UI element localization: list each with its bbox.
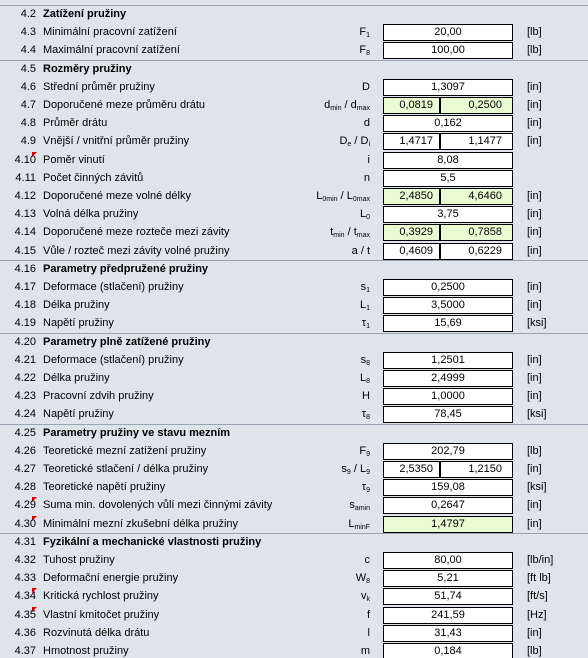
row-number: 4.16 xyxy=(14,262,36,275)
unit-label: [in] xyxy=(527,626,542,639)
unit-label: [lb] xyxy=(527,44,542,57)
unit-label: [ksi] xyxy=(527,408,547,421)
symbol-text: F xyxy=(359,444,367,457)
parameter-label: Minimální mezní zkušební délka pružiny xyxy=(43,517,239,530)
value-cell[interactable]: 20,00 xyxy=(383,24,513,41)
row-number: 4.4 xyxy=(20,44,36,57)
symbol-text: H xyxy=(362,390,370,403)
symbol-subscript-2: 0max xyxy=(352,196,370,203)
symbol-text: s xyxy=(360,353,367,366)
parameter-symbol xyxy=(310,372,370,385)
parameter-row xyxy=(0,388,588,406)
symbol-subscript-2: 9 xyxy=(366,469,370,476)
value-cell[interactable]: 80,00 xyxy=(383,552,513,569)
value-cell[interactable]: 5,5 xyxy=(383,170,513,187)
value-cell-1[interactable]: 2,5350 xyxy=(383,461,440,478)
row-number: 4.7 xyxy=(20,99,36,111)
row-number: 4.37 xyxy=(14,645,36,657)
parameter-symbol xyxy=(310,226,370,239)
row-number: 4.12 xyxy=(14,190,36,202)
parameter-row xyxy=(0,206,588,224)
symbol-text: d xyxy=(363,117,370,130)
symbol-text-2: / t xyxy=(344,226,357,239)
row-number: 4.6 xyxy=(20,80,36,93)
symbol-subscript-2: i xyxy=(368,141,370,149)
symbol-subscript: min xyxy=(333,232,345,240)
row-number: 4.9 xyxy=(20,135,36,148)
parameter-label: Volná délka pružiny xyxy=(43,208,139,221)
parameter-row xyxy=(0,570,588,588)
section-header xyxy=(0,534,588,552)
parameter-symbol xyxy=(310,590,370,603)
unit-label: [ft lb] xyxy=(527,572,551,585)
symbol-text: W xyxy=(355,572,367,585)
value-cell[interactable]: 0,2500 xyxy=(383,279,513,296)
row-number: 4.5 xyxy=(20,62,36,75)
row-number: 4.23 xyxy=(14,390,36,403)
parameter-label: Deformace (stlačení) pružiny xyxy=(43,353,184,366)
unit-label: [in] xyxy=(527,281,542,293)
value-cell[interactable]: 78,45 xyxy=(383,406,513,423)
symbol-subscript: 9 xyxy=(366,487,370,495)
symbol-text: a / t xyxy=(351,244,370,257)
parameter-row xyxy=(0,625,588,643)
parameter-label: Počet činných závitů xyxy=(43,171,144,184)
parameter-symbol xyxy=(310,281,370,294)
parameter-symbol xyxy=(310,172,370,184)
symbol-text: s xyxy=(360,281,367,293)
parameter-label: Doporučené meze průměru drátu xyxy=(43,99,206,111)
symbol-subscript: 8 xyxy=(366,50,370,58)
parameter-label: Suma min. dovolených vůlí mezi činnými závity xyxy=(43,499,273,512)
row-number: 4.10 xyxy=(14,153,36,166)
symbol-subscript: minF xyxy=(354,523,370,531)
parameter-symbol xyxy=(310,117,370,129)
value-cell[interactable]: 100,00 xyxy=(383,42,513,59)
parameter-symbol xyxy=(310,26,370,39)
symbol-subscript: 1 xyxy=(366,323,370,331)
parameter-row xyxy=(0,224,588,242)
unit-label: [Hz] xyxy=(527,608,547,621)
unit-label: [in] xyxy=(527,226,542,239)
row-number: 4.26 xyxy=(14,444,36,457)
value-cell[interactable]: 2,4999 xyxy=(383,370,513,387)
row-number: 4.33 xyxy=(14,572,36,585)
symbol-subscript: 8 xyxy=(366,578,370,586)
parameter-row xyxy=(0,170,588,188)
section-divider xyxy=(0,533,588,534)
parameter-symbol xyxy=(310,390,370,402)
value-cell[interactable]: 0,184 xyxy=(383,643,513,658)
parameter-row xyxy=(0,370,588,388)
symbol-text: s xyxy=(349,499,355,512)
section-divider xyxy=(0,260,588,261)
parameter-label: Doporučené meze rozteče mezi závity xyxy=(43,226,230,239)
symbol-text: L xyxy=(359,299,367,312)
row-number: 4.29 xyxy=(14,499,36,512)
parameter-label: Minimální pracovní zatížení xyxy=(43,26,177,39)
parameter-label: Tuhost pružiny xyxy=(43,554,115,566)
parameter-symbol xyxy=(310,609,370,621)
parameter-symbol xyxy=(310,44,370,57)
parameter-symbol xyxy=(310,208,370,221)
value-cell-2[interactable]: 1,2150 xyxy=(440,461,513,478)
unit-label: [in] xyxy=(527,517,542,530)
parameter-symbol xyxy=(310,190,370,203)
parameter-symbol xyxy=(310,154,370,166)
symbol-text: s xyxy=(341,463,347,475)
symbol-text: d xyxy=(324,99,331,111)
parameter-symbol xyxy=(310,627,370,639)
symbol-subscript-2: max xyxy=(356,232,370,240)
row-number: 4.11 xyxy=(15,171,36,184)
value-input-cell-max[interactable]: 0,2500 xyxy=(440,97,513,114)
parameter-row xyxy=(0,243,588,261)
symbol-subscript: 8 xyxy=(366,359,370,367)
symbol-subscript: 0 xyxy=(366,214,370,222)
parameter-row xyxy=(0,297,588,315)
parameter-label: Deformační energie pružiny xyxy=(43,572,179,585)
value-input-cell-min[interactable]: 0,0819 xyxy=(383,97,440,114)
symbol-subscript: min xyxy=(330,105,342,112)
symbol-subscript: 9 xyxy=(346,469,351,476)
section-header xyxy=(0,425,588,443)
unit-label: [ft/s] xyxy=(527,590,548,603)
symbol-subscript: e xyxy=(347,141,352,149)
parameter-row xyxy=(0,607,588,625)
row-number: 4.30 xyxy=(14,517,36,530)
symbol-subscript: 0min xyxy=(322,196,338,203)
parameter-label: Teoretické napětí pružiny xyxy=(43,481,166,494)
parameter-row xyxy=(0,133,588,151)
unit-label: [in] xyxy=(527,208,542,221)
section-header xyxy=(0,61,588,79)
section-divider xyxy=(0,333,588,334)
symbol-text: F xyxy=(359,26,367,39)
symbol-text: L xyxy=(348,517,355,530)
row-number: 4.25 xyxy=(14,426,36,439)
symbol-text: c xyxy=(364,554,370,566)
row-number: 4.36 xyxy=(14,626,36,639)
row-number: 4.34 xyxy=(14,590,36,603)
unit-label: [lb] xyxy=(527,645,542,657)
parameter-label: Délka pružiny xyxy=(43,372,110,384)
value-cell[interactable]: 3,75 xyxy=(383,206,513,223)
parameter-row xyxy=(0,97,588,115)
value-cell[interactable]: 1,3097 xyxy=(383,79,513,96)
unit-label: [in] xyxy=(527,372,542,384)
parameter-symbol xyxy=(310,99,370,112)
symbol-text: D xyxy=(339,135,348,148)
symbol-subscript: 9 xyxy=(366,450,370,458)
row-number: 4.17 xyxy=(14,281,36,293)
value-cell[interactable]: 0,162 xyxy=(383,115,513,132)
parameter-row xyxy=(0,443,588,461)
unit-label: [in] xyxy=(527,499,542,512)
symbol-text-2: / L xyxy=(350,463,367,475)
symbol-text: t xyxy=(330,226,334,239)
symbol-subscript: amin xyxy=(354,505,370,513)
parameter-label: Doporučené meze volné délky xyxy=(43,190,191,202)
parameter-symbol xyxy=(310,81,370,93)
parameter-label: Průměr drátu xyxy=(43,117,108,130)
unit-label: [in] xyxy=(527,353,542,366)
symbol-text-2: / L xyxy=(337,190,353,202)
row-number: 4.31 xyxy=(14,535,36,548)
section-title: Fyzikální a mechanické vlastnosti pružiny xyxy=(43,535,262,548)
parameter-row xyxy=(0,24,588,42)
value-cell[interactable]: 51,74 xyxy=(383,588,513,605)
parameter-row xyxy=(0,115,588,133)
parameter-row xyxy=(0,516,588,534)
unit-label: [ksi] xyxy=(527,481,547,494)
parameter-label: Hmotnost pružiny xyxy=(43,645,129,657)
parameter-label: Kritická rychlost pružiny xyxy=(43,590,159,603)
parameter-label: Teoretické stlačení / délka pružiny xyxy=(43,463,209,475)
parameter-label: Napětí pružiny xyxy=(43,408,114,421)
row-number: 4.14 xyxy=(14,226,36,239)
symbol-subscript: 1 xyxy=(366,32,370,40)
unit-label: [in] xyxy=(527,135,542,148)
parameter-row xyxy=(0,152,588,170)
parameter-row xyxy=(0,406,588,424)
parameter-symbol xyxy=(310,135,370,148)
value-cell[interactable]: 202,79 xyxy=(383,443,513,460)
row-number: 4.2 xyxy=(20,8,36,20)
value-cell-1[interactable]: 1,4717 xyxy=(383,133,440,150)
parameter-label: Střední průměr pružiny xyxy=(43,80,155,93)
symbol-subscript: 8 xyxy=(366,414,370,422)
parameter-symbol xyxy=(310,408,370,421)
symbol-text: f xyxy=(366,608,370,621)
symbol-text: i xyxy=(367,153,370,166)
symbol-text: τ xyxy=(361,317,367,330)
symbol-text: m xyxy=(360,645,370,657)
unit-label: [lb] xyxy=(527,26,542,39)
row-number: 4.22 xyxy=(14,372,36,384)
unit-label: [in] xyxy=(527,244,542,257)
parameter-row xyxy=(0,479,588,497)
parameter-row xyxy=(0,42,588,60)
symbol-text: L xyxy=(359,208,367,221)
parameter-label: Vůle / rozteč mezi závity volné pružiny xyxy=(43,244,230,257)
parameter-symbol xyxy=(310,518,370,531)
value-cell[interactable]: 5,21 xyxy=(383,570,513,587)
value-cell[interactable]: 1,0000 xyxy=(383,388,513,405)
parameter-row xyxy=(0,352,588,370)
value-input-cell-min[interactable]: 2,4850 xyxy=(383,188,440,205)
unit-label: [in] xyxy=(527,390,542,403)
row-number: 4.13 xyxy=(14,208,36,221)
parameter-symbol xyxy=(310,245,370,257)
parameter-row xyxy=(0,315,588,333)
parameter-symbol xyxy=(310,463,370,476)
parameter-row xyxy=(0,279,588,297)
symbol-subscript: 1 xyxy=(366,305,370,313)
section-header xyxy=(0,261,588,279)
parameter-label: Délka pružiny xyxy=(43,299,110,312)
parameter-symbol xyxy=(310,299,370,312)
section-title: Parametry pružiny ve stavu mezním xyxy=(43,426,231,439)
unit-label: [in] xyxy=(527,463,542,475)
row-number: 4.8 xyxy=(20,117,36,130)
parameter-label: Pracovní zdvih pružiny xyxy=(43,390,154,403)
symbol-text: τ xyxy=(361,481,367,494)
row-number: 4.32 xyxy=(14,554,36,566)
symbol-text: τ xyxy=(361,408,367,421)
symbol-subscript: 8 xyxy=(366,378,370,385)
row-number: 4.28 xyxy=(14,481,36,494)
section-header xyxy=(0,6,588,24)
parameter-row xyxy=(0,461,588,479)
parameter-row xyxy=(0,588,588,606)
parameter-label: Napětí pružiny xyxy=(43,317,114,330)
section-title: Parametry plně zatížené pružiny xyxy=(43,335,211,348)
row-number: 4.19 xyxy=(14,317,36,330)
parameter-label: Vnější / vnitřní průměr pružiny xyxy=(43,135,190,148)
parameter-label: Teoretické mezní zatížení pružiny xyxy=(43,444,207,457)
value-cell-1[interactable]: 0,4609 xyxy=(383,243,440,260)
value-cell-2[interactable]: 1,1477 xyxy=(440,133,513,150)
unit-label: [lb] xyxy=(527,444,542,457)
parameter-label: Maximální pracovní zatížení xyxy=(43,44,180,57)
row-number: 4.20 xyxy=(14,335,36,348)
section-title: Parametry předpružené pružiny xyxy=(43,262,209,275)
parameter-label: Poměr vinutí xyxy=(43,153,105,166)
unit-label: [in] xyxy=(527,80,542,93)
value-cell[interactable]: 159,08 xyxy=(383,479,513,496)
value-input-cell-min[interactable]: 0,3929 xyxy=(383,224,440,241)
parameter-symbol xyxy=(310,645,370,657)
row-number: 4.15 xyxy=(14,244,36,257)
symbol-text: F xyxy=(359,44,367,57)
section-title: Rozměry pružiny xyxy=(43,62,132,75)
unit-label: [ksi] xyxy=(527,317,547,330)
parameter-symbol xyxy=(310,572,370,585)
value-cell[interactable]: 0,2647 xyxy=(383,497,513,514)
symbol-text: D xyxy=(362,80,370,93)
row-number: 4.3 xyxy=(20,26,36,39)
value-input-cell-max[interactable]: 0,7858 xyxy=(440,224,513,241)
value-cell[interactable]: 15,69 xyxy=(383,315,513,332)
parameter-row xyxy=(0,643,588,658)
parameter-row xyxy=(0,188,588,206)
parameter-symbol xyxy=(310,554,370,566)
unit-label: [in] xyxy=(527,190,542,202)
parameter-label: Vlastní kmitočet pružiny xyxy=(43,608,160,621)
value-cell[interactable]: 241,59 xyxy=(383,607,513,624)
section-divider xyxy=(0,5,588,6)
row-number: 4.24 xyxy=(14,408,36,421)
parameter-symbol xyxy=(310,317,370,330)
parameter-symbol xyxy=(310,499,370,512)
section-divider xyxy=(0,60,588,61)
symbol-text: l xyxy=(367,626,370,639)
section-title: Zatížení pružiny xyxy=(43,8,127,20)
section-divider xyxy=(0,424,588,425)
section-header xyxy=(0,334,588,352)
value-input-cell[interactable]: 1,4797 xyxy=(383,516,513,533)
value-cell[interactable]: 3,5000 xyxy=(383,297,513,314)
symbol-text: L xyxy=(316,190,323,202)
symbol-subscript: 1 xyxy=(366,287,370,294)
row-number: 4.18 xyxy=(14,299,36,312)
symbol-text: n xyxy=(363,171,370,184)
parameter-label: Deformace (stlačení) pružiny xyxy=(43,281,184,293)
value-cell[interactable]: 8,08 xyxy=(383,152,513,169)
symbol-text-2: / D xyxy=(351,135,369,148)
parameter-row xyxy=(0,79,588,97)
symbol-subscript: k xyxy=(366,596,370,604)
row-number: 4.27 xyxy=(14,463,36,475)
symbol-subscript-2: max xyxy=(356,105,370,112)
value-cell-2[interactable]: 0,6229 xyxy=(440,243,513,260)
unit-label: [in] xyxy=(527,117,542,130)
value-cell[interactable]: 1,2501 xyxy=(383,352,513,369)
value-input-cell-max[interactable]: 4,6460 xyxy=(440,188,513,205)
parameter-row xyxy=(0,497,588,515)
row-number: 4.35 xyxy=(14,608,36,621)
parameter-symbol xyxy=(310,481,370,494)
parameter-row xyxy=(0,552,588,570)
row-number: 4.21 xyxy=(14,353,36,366)
unit-label: [lb/in] xyxy=(527,554,554,566)
unit-label: [in] xyxy=(527,299,542,312)
symbol-text: v xyxy=(361,590,367,603)
symbol-text: L xyxy=(359,372,367,384)
parameter-symbol xyxy=(310,354,370,367)
symbol-text-2: / d xyxy=(341,99,357,111)
unit-label: [in] xyxy=(527,99,542,111)
value-cell[interactable]: 31,43 xyxy=(383,625,513,642)
parameter-label: Rozvinutá délka drátu xyxy=(43,626,150,639)
parameter-symbol xyxy=(310,445,370,458)
